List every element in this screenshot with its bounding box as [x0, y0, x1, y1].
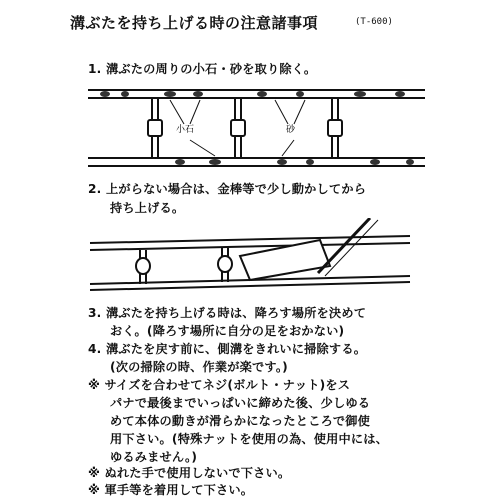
- figure-cover-stones: [0, 80, 500, 180]
- note-size-adjust-line2: パナで最後までいっぱいに締めた後、少しゆる: [110, 396, 371, 410]
- model-code: (T-600): [355, 17, 393, 27]
- step-3-text: 3. 溝ぶたを持ち上げる時は、降ろす場所を決めて: [88, 306, 367, 320]
- step-4-continued: (次の掃除の時、作業が楽です。): [110, 360, 288, 374]
- page-title: 溝ぶたを持ち上げる時の注意諸事項: [70, 14, 319, 32]
- step-3-continued: おく。(降ろす場所に自分の足をおかない): [110, 324, 345, 338]
- note-gloves: ※ 軍手等を着用して下さい。: [88, 483, 254, 497]
- step-2-continued: 持ち上げる。: [110, 201, 185, 215]
- step-1-text: 1. 溝ぶたの周りの小石・砂を取り除く。: [88, 62, 317, 76]
- note-size-adjust: ※ サイズを合わせてネジ(ボルト・ナット)をス: [88, 378, 351, 392]
- step-4-text: 4. 溝ぶたを戻す前に、側溝をきれいに掃除する。: [88, 342, 367, 356]
- label-sand: 砂: [286, 125, 296, 135]
- note-size-adjust-line5: ゆるみません。): [110, 450, 198, 464]
- figure-lift-with-bar: [0, 218, 500, 298]
- note-size-adjust-line4: 用下さい。(特殊ナットを使用の為、使用中には、: [110, 432, 389, 446]
- note-size-adjust-line3: めて本体の動きが滑らかになったところで御使: [110, 414, 371, 428]
- step-2-text: 2. 上がらない場合は、金棒等で少し動かしてから: [88, 182, 367, 196]
- note-wet-hands: ※ ぬれた手で使用しないで下さい。: [88, 466, 291, 480]
- label-stones: 小石: [176, 125, 195, 135]
